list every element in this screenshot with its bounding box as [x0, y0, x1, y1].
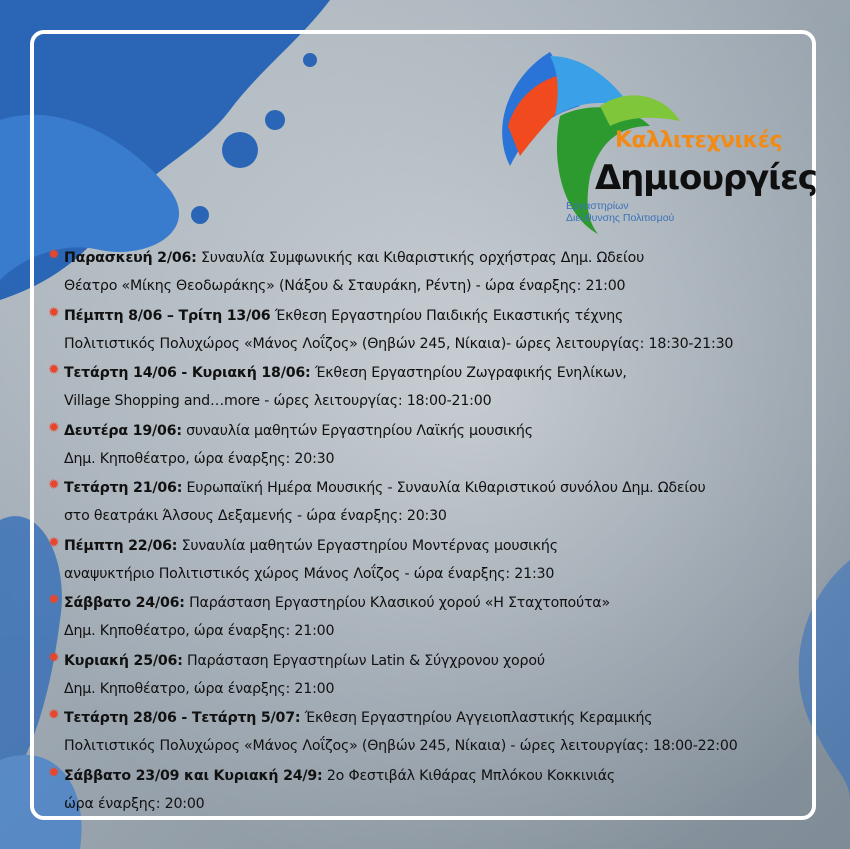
- event-item: [46, 244, 806, 302]
- event-date: Δευτέρα 19/06:: [64, 422, 182, 439]
- event-details: Πολιτιστικός Πολυχώρος «Μάνος Λοΐζος» (Θηβών 245, Νίκαια) - ώρες λειτουργίας: 18:00-22:00: [64, 738, 738, 754]
- flower-bullet-icon: ✹: [48, 648, 60, 665]
- event-details: Δημ. Κηποθέατρο, ώρα έναρξης: 21:00: [64, 680, 335, 697]
- event-details: Village Shopping and…more - ώρες λειτουργίας: 18:00-21:00: [64, 393, 492, 409]
- event-list: [46, 244, 806, 819]
- event-details: Δημ. Κηποθέατρο, ώρα έναρξης: 20:30: [64, 450, 335, 467]
- event-item: [46, 762, 806, 820]
- event-item: [46, 589, 806, 647]
- event-date: Κυριακή 25/06:: [64, 652, 183, 669]
- event-details: Δημ. Κηποθέατρο, ώρα έναρξης: 21:00: [64, 623, 335, 639]
- event-date: Τετάρτη 28/06 - Τετάρτη 5/07:: [64, 710, 301, 726]
- event-date: Πέμπτη 22/06:: [64, 537, 178, 554]
- event-details: αναψυκτήριο Πολιτιστικός χώρος Μάνος Λοΐζος - ώρα έναρξης: 21:30: [64, 565, 555, 582]
- flower-bullet-icon: ✹: [48, 361, 60, 377]
- event-item: [46, 647, 806, 705]
- event-details: στο θεατράκι Άλσους Δεξαμενής - ώρα έναρξης: 20:30: [64, 508, 447, 524]
- event-details: ώρα έναρξης: 20:00: [64, 795, 205, 812]
- event-date: Σάββατο 24/06:: [64, 595, 185, 611]
- event-item: [46, 302, 806, 360]
- logo-title-line2: Δημιουργίες: [595, 158, 817, 198]
- logo-title-line1: Καλλιτεχνικές: [615, 128, 783, 153]
- event-title: Παράσταση Εργαστηρίου Κλασικού χορού «Η Σταχτοπούτα»: [184, 595, 610, 611]
- event-title: Παράσταση Εργαστηρίων Latin & Σύγχρονου χορού: [182, 652, 545, 669]
- event-date: Τετάρτη 21/06:: [64, 480, 183, 496]
- flower-bullet-icon: ✹: [48, 591, 60, 607]
- event-details: Πολιτιστικός Πολυχώρος «Μάνος Λοΐζος» (Θηβών 245, Νίκαια)- ώρες λειτουργίας: 18:30-21:30: [64, 335, 734, 352]
- event-details: Θέατρο «Μίκης Θεοδωράκης» (Νάξου & Σταυράκη, Ρέντη) - ώρα έναρξης: 21:00: [64, 278, 626, 294]
- event-date: Παρασκευή 2/06:: [64, 250, 197, 266]
- event-item: [46, 704, 806, 762]
- flower-bullet-icon: ✹: [48, 533, 60, 550]
- flower-bullet-icon: ✹: [48, 303, 60, 320]
- flower-bullet-icon: ✹: [48, 706, 60, 722]
- event-title: Έκθεση Εργαστηρίου Παιδικής Εικαστικής τέχνης: [270, 307, 624, 324]
- logo-subtitle-line1: Εργαστηρίων: [566, 200, 629, 212]
- event-title: Συναυλία Συμφωνικής και Κιθαριστικής ορχήστρας Δημ. Ωδείου: [196, 250, 645, 266]
- event-item: [46, 417, 806, 475]
- event-title: 2ο Φεστιβάλ Κιθάρας Μπλόκου Κοκκινιάς: [322, 767, 616, 784]
- event-item: [46, 532, 806, 590]
- event-date: Τετάρτη 14/06 - Κυριακή 18/06:: [64, 365, 311, 381]
- logo-subtitle-line2: Διεύθυνσης Πολιτισμού: [566, 212, 675, 224]
- event-item: [46, 359, 806, 417]
- event-item: [46, 474, 806, 532]
- event-title: Συναυλία μαθητών Εργαστηρίου Μοντέρνας μουσικής: [177, 537, 558, 554]
- event-title: Έκθεση Εργαστηρίου Ζωγραφικής Ενηλίκων,: [310, 365, 627, 381]
- event-date: Πέμπτη 8/06 – Τρίτη 13/06: [64, 307, 271, 324]
- flower-bullet-icon: ✹: [48, 763, 60, 780]
- flower-bullet-icon: ✹: [48, 476, 60, 492]
- event-date: Σάββατο 23/09 και Κυριακή 24/9:: [64, 767, 323, 784]
- event-title: Ευρωπαϊκή Ημέρα Μουσικής - Συναυλία Κιθαριστικού συνόλου Δημ. Ωδείου: [182, 480, 706, 496]
- event-title: συναυλία μαθητών Εργαστηρίου Λαϊκής μουσικής: [181, 422, 533, 439]
- flower-bullet-icon: ✹: [48, 246, 60, 262]
- flower-bullet-icon: ✹: [48, 418, 60, 435]
- event-title: Έκθεση Εργαστηρίου Αγγειοπλαστικής Κεραμικής: [300, 710, 653, 726]
